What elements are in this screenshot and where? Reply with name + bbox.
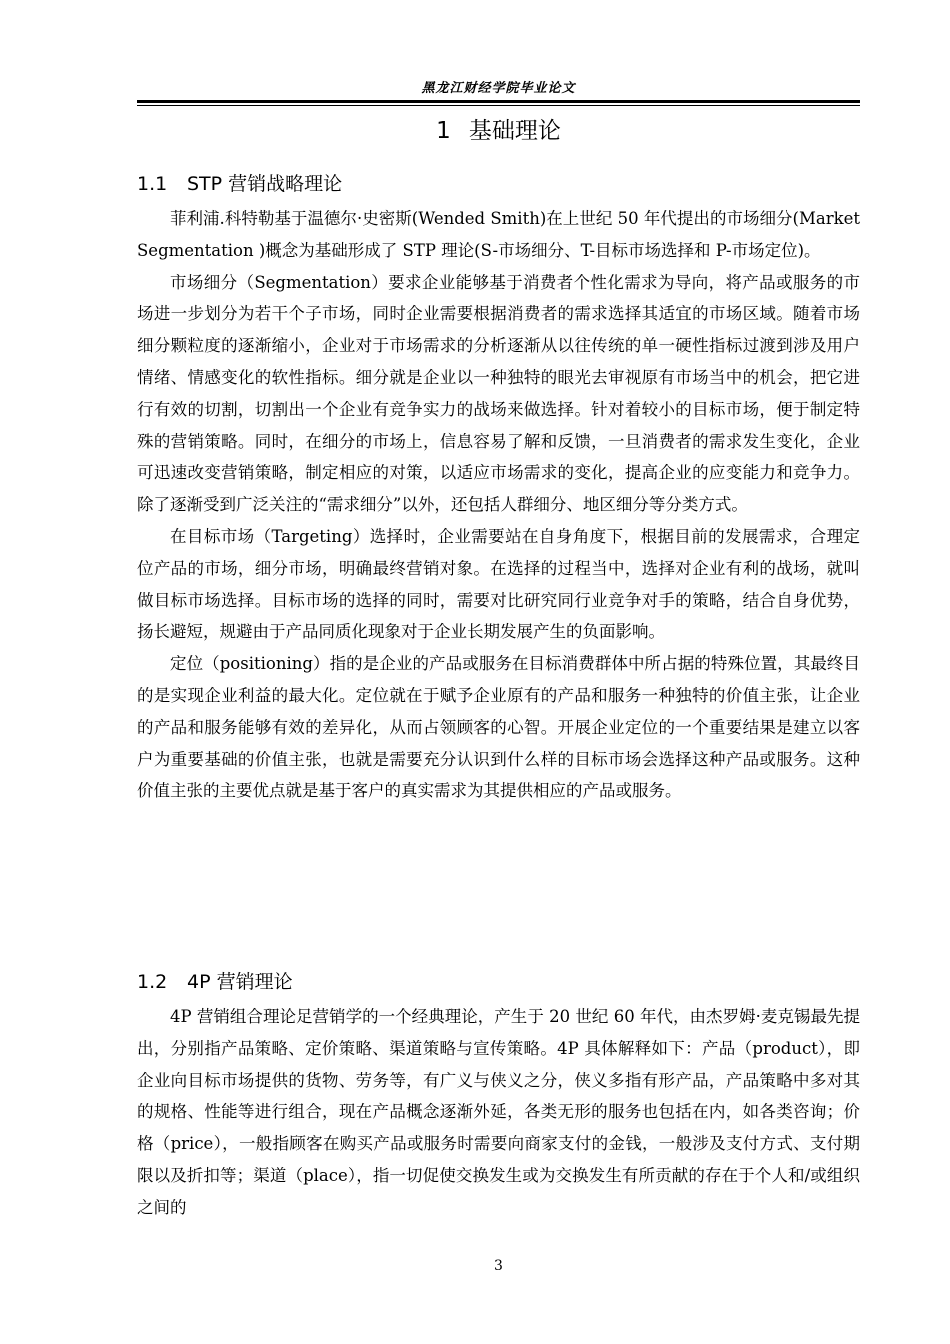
body-paragraph: 在目标市场（Targeting）选择时，企业需要站在自身角度下，根据目前的发展需求，合理定位产品的市场，细分市场，明确最终营销对象。在选择的过程当中，选择对企业有利的战场，就叫做目标市场选择。目标市场的选择的同时，需要对比研究同行业竞争对手的策略，结合自身优势，扬长避短，规避由于产品同质化现象对于企业长期发展产生的负面影响。: [137, 526, 860, 642]
chapter-number: 1: [436, 118, 451, 144]
section-title: STP 营销战略理论: [187, 173, 343, 195]
section-heading-1-2: [137, 968, 860, 996]
body-paragraph: 定位（positioning）指的是企业的产品或服务在目标消费群体中所占据的特殊位置，其最终目的是实现企业利益的最大化。定位就在于赋予企业原有的产品和服务一种独特的价值主张，让企业的产品和服务能够有效的差异化，从而占领顾客的心智。开展企业定位的一个重要结果是建立以客户为重要基础的价值主张，也就是需要充分认识到什么样的目标市场会选择这种产品或服务。这种价值主张的主要优点就是基于客户的真实需求为其提供相应的产品或服务。: [137, 654, 860, 801]
body-paragraph: 市场细分（Segmentation）要求企业能够基于消费者个性化需求为导向，将产品或服务的市场进一步划分为若干个子市场，同时企业需要根据消费者的需求选择其适宜的市场区域。随着市场细分颗粒度的逐渐缩小，企业对于市场需求的分析逐渐从以往传统的单一硬性指标过渡到涉及用户情绪、情感变化的软性指标。细分就是企业以一种独特的眼光去审视原有市场当中的机会，把它进行有效的切割，切割出一个企业有竞争实力的战场来做选择。针对着较小的目标市场，便于制定特殊的营销策略。同时，在细分的市场上，信息容易了解和反馈，一旦消费者的需求发生变化，企业可迅速改变营销策略，制定相应的对策，以适应市场需求的变化，提高企业的应变能力和竞争力。除了逐渐受到广泛关注的“需求细分”以外，还包括人群细分、地区细分等分类方式。: [137, 272, 860, 515]
section-body-1-1: [137, 203, 860, 807]
section-body-1-2: [137, 1001, 860, 1224]
body-paragraph: 菲利浦.科特勒基于温德尔·史密斯(Wended Smith)在上世纪 50 年代提出的市场细分(Market Segmentation )概念为基础形成了 STP 理论(S-市场细分、T-目标市场选择和 P-市场定位)。: [137, 209, 860, 260]
header-rule-thin: [137, 105, 860, 106]
page-number: 3: [494, 1258, 503, 1274]
section-heading-1-1: [137, 170, 860, 198]
chapter-title: [137, 114, 860, 148]
running-header: 黑龙江财经学院毕业论文: [421, 81, 576, 96]
section-title: 4P 营销理论: [187, 971, 293, 993]
section-number: 1.1: [137, 173, 168, 195]
section-number: 1.2: [137, 971, 168, 993]
header-rule-thick: [137, 100, 860, 103]
body-paragraph: 4P 营销组合理论足营销学的一个经典理论，产生于 20 世纪 60 年代，由杰罗姆·麦克锡最先提出，分别指产品策略、定价策略、渠道策略与宣传策略。4P 具体解释如下：产品（product），即企业向目标市场提供的货物、劳务等，有广义与侠义之分，侠义多指有形产品，产品策略中多对其的规格、性能等进行组合，现在产品概念逐渐外延，各类无形的服务也包括在内，如各类咨询；价格（price），一般指顾客在购买产品或服务时需要向商家支付的金钱，一般涉及支付方式、支付期限以及折扣等；渠道（place），指一切促使交换发生或为交换发生有所贡献的存在于个人和/或组织之间的: [137, 1007, 860, 1217]
chapter-title-text: 基础理论: [468, 118, 561, 144]
